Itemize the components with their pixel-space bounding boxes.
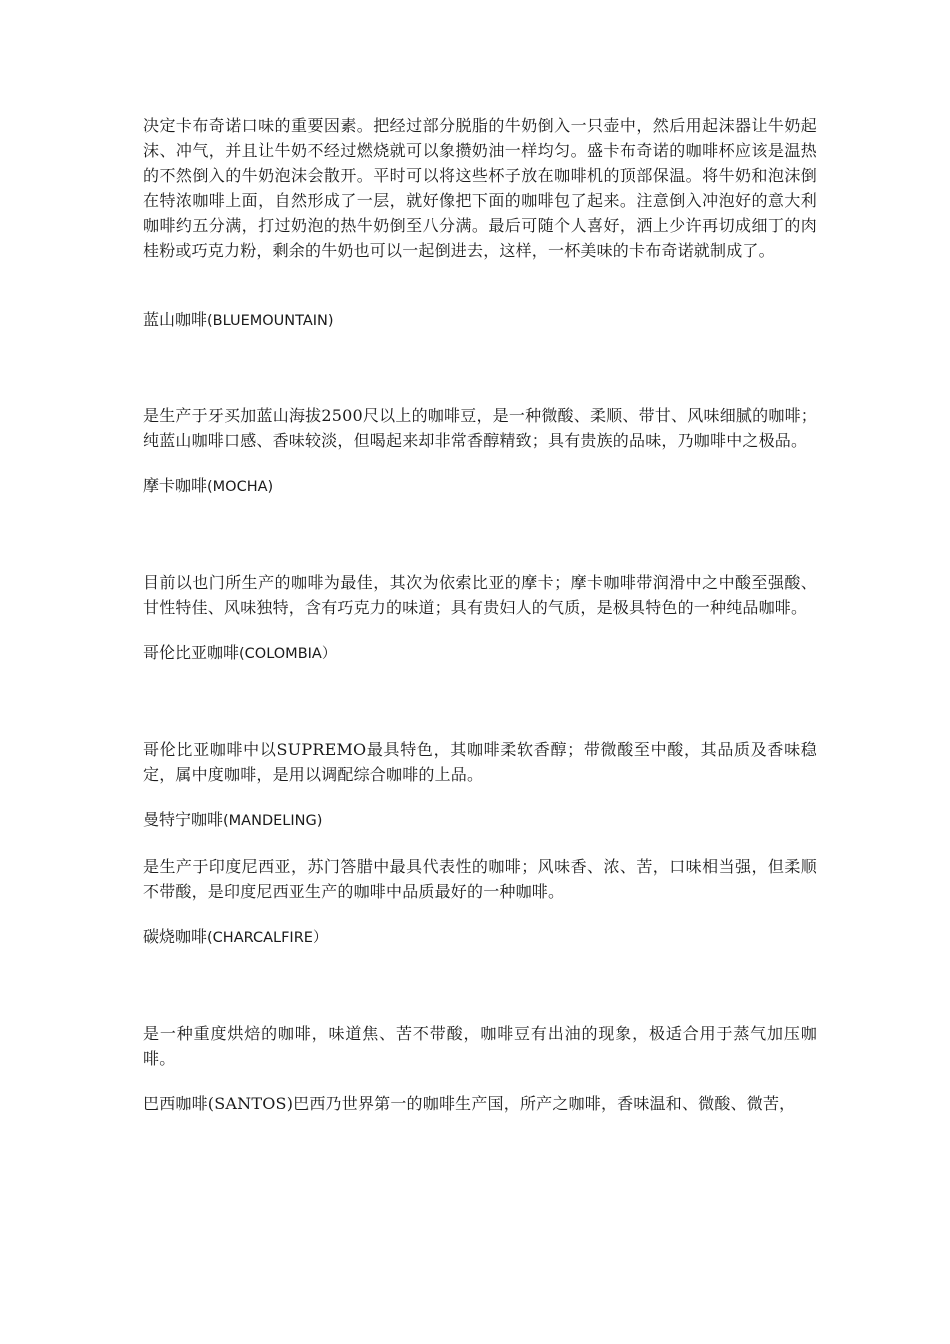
heading-blue-mountain-en: (BLUEMOUNTAIN) (207, 313, 334, 329)
heading-mocha-cn: 摩卡咖啡 (143, 476, 208, 495)
paragraph-cappuccino-method: 决定卡布奇诺口味的重要因素。把经过部分脱脂的牛奶倒入一只壶中，然后用起沫器让牛奶起沫、冲气，并且让牛奶不经过燃烧就可以象攒奶油一样均匀。盛卡布奇诺的咖啡杯应该是温热的不然倒入的牛奶泡沫会散开。平时可以将这些杯子放在咖啡机的顶部保温。将牛奶和泡沫倒在特浓咖啡上面，自然形成了一层，就好像把下面的咖啡包了起来。注意倒入冲泡好的意大利咖啡约五分满，打过奶泡的热牛奶倒至八分满。最后可随个人喜好，洒上少许再切成细丁的肉桂粉或巧克力粉，剩余的牛奶也可以一起倒进去，这样，一杯美味的卡布奇诺就制成了。 (143, 116, 817, 260)
paragraph-brazil-santos: 巴西咖啡(SANTOS)巴西乃世界第一的咖啡生产国，所产之咖啡，香味温和、微酸、微苦， (143, 1094, 796, 1113)
heading-colombia-en: (COLOMBIA） (239, 646, 337, 662)
heading-mocha (143, 473, 817, 500)
heading-mocha-en: (MOCHA) (207, 479, 274, 495)
heading-charcoal-fire (143, 924, 817, 951)
heading-blue-mountain (143, 307, 817, 334)
heading-colombia-cn: 哥伦比亚咖啡 (143, 643, 240, 662)
heading-charcoal-fire-en: (CHARCALFIRE） (207, 930, 328, 946)
document-body (143, 113, 817, 1116)
heading-mandeling-cn: 曼特宁咖啡 (143, 810, 224, 829)
paragraph-blue-mountain: 是生产于牙买加蓝山海拔2500尺以上的咖啡豆，是一种微酸、柔顺、带甘、风味细腻的咖啡；纯蓝山咖啡口感、香味较淡，但喝起来却非常香醇精致；具有贵族的品味，乃咖啡中之极品。 (143, 406, 817, 450)
heading-colombia (143, 640, 817, 667)
paragraph-mocha: 目前以也门所生产的咖啡为最佳，其次为依索比亚的摩卡；摩卡咖啡带润滑中之中酸至强酸、甘性特佳、风味独特，含有巧克力的味道；具有贵妇人的气质，是极具特色的一种纯品咖啡。 (143, 573, 817, 617)
heading-mandeling (143, 807, 817, 834)
paragraph-colombia: 哥伦比亚咖啡中以SUPREMO最具特色，其咖啡柔软香醇；带微酸至中酸，其品质及香味稳定，属中度咖啡，是用以调配综合咖啡的上品。 (143, 740, 817, 784)
heading-blue-mountain-cn: 蓝山咖啡 (143, 310, 208, 329)
paragraph-charcoal-fire: 是一种重度烘焙的咖啡，味道焦、苦不带酸，咖啡豆有出油的现象，极适合用于蒸气加压咖啡。 (143, 1024, 817, 1068)
heading-charcoal-fire-cn: 碳烧咖啡 (143, 927, 208, 946)
paragraph-mandeling: 是生产于印度尼西亚，苏门答腊中最具代表性的咖啡；风味香、浓、苦，口味相当强，但柔顺不带酸，是印度尼西亚生产的咖啡中品质最好的一种咖啡。 (143, 857, 817, 901)
heading-mandeling-en: (MANDELING) (223, 813, 323, 829)
